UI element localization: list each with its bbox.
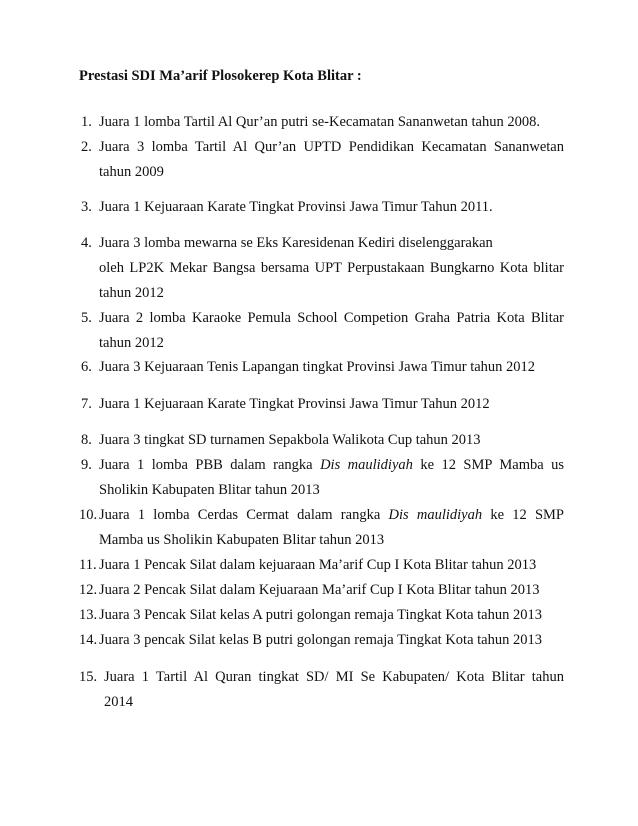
item-text: Juara 2 Pencak Silat dalam Kejuaraan Ma’arif Cup I Kota Blitar tahun 2013 [99, 582, 540, 598]
item-text: Mamba us Sholikin Kabupaten Blitar tahun 2013 [99, 532, 385, 548]
item-number: 1. [81, 114, 92, 130]
item-text: Juara 3 lomba Tartil Al Qur’an UPTD Pendidikan Kecamatan Sananwetan [99, 139, 564, 155]
item-number: 9. [81, 457, 92, 473]
item-text-part: ke 12 SMP [482, 507, 564, 523]
item-text: Juara 1 Kejuaraan Karate Tingkat Provinsi Jawa Timur Tahun 2012 [99, 396, 490, 412]
item-text: Juara 3 Kejuaraan Tenis Lapangan tingkat Provinsi Jawa Timur tahun 2012 [99, 359, 536, 375]
item-text: Juara 2 lomba Karaoke Pemula School Competion Graha Patria Kota Blitar [99, 310, 564, 326]
item-number: 10. [79, 507, 98, 523]
item-number: 14. [79, 632, 98, 648]
item-number: 7. [81, 396, 92, 412]
item-text: Juara 3 pencak Silat kelas B putri golongan remaja Tingkat Kota tahun 2013 [99, 632, 542, 648]
item-text: Juara 1 Kejuaraan Karate Tingkat Provinsi Jawa Timur Tahun 2011. [99, 199, 493, 215]
item-text: tahun 2009 [99, 164, 164, 180]
item-number: 2. [81, 139, 92, 155]
item-text: tahun 2012 [99, 285, 164, 301]
item-text-part: Juara 1 lomba PBB dalam rangka [99, 457, 321, 473]
item-text: Juara 3 tingkat SD turnamen Sepakbola Walikota Cup tahun 2013 [99, 432, 481, 448]
item-text: 2014 [104, 694, 133, 710]
item-text-italic: Dis maulidiyah [320, 457, 413, 473]
item-number: 13. [79, 607, 98, 623]
item-number: 6. [81, 359, 92, 375]
item-text: tahun 2012 [99, 335, 164, 351]
item-number: 4. [81, 235, 92, 251]
item-number: 5. [81, 310, 92, 326]
item-text: Juara 3 Pencak Silat kelas A putri golongan remaja Tingkat Kota tahun 2013 [99, 607, 542, 623]
item-text: Juara 1 Pencak Silat dalam kejuaraan Ma’arif Cup I Kota Blitar tahun 2013 [99, 557, 537, 573]
item-text: Sholikin Kabupaten Blitar tahun 2013 [99, 482, 320, 498]
item-number: 15. [79, 669, 98, 685]
item-number: 8. [81, 432, 92, 448]
item-text-part: Juara 1 lomba Cerdas Cermat dalam rangka [99, 507, 389, 523]
item-text: Juara 1 lomba Tartil Al Qur’an putri se-Kecamatan Sananwetan tahun 2008. [99, 114, 540, 130]
item-text: Juara 1 Tartil Al Quran tingkat SD/ MI Se Kabupaten/ Kota Blitar tahun [104, 669, 564, 685]
item-text-part: ke 12 SMP Mamba us [412, 457, 565, 473]
item-text [99, 506, 564, 524]
item-text: oleh LP2K Mekar Bangsa bersama UPT Perpustakaan Bungkarno Kota blitar [99, 260, 564, 276]
page-title: Prestasi SDI Ma’arif Plosokerep Kota Blitar : [79, 68, 362, 84]
item-number: 3. [81, 199, 92, 215]
item-text [99, 456, 564, 474]
item-number: 11. [79, 557, 97, 573]
item-text: Juara 3 lomba mewarna se Eks Karesidenan Kediri diselenggarakan [99, 235, 493, 251]
item-number: 12. [79, 582, 98, 598]
item-text-italic: Dis maulidiyah [388, 507, 483, 523]
